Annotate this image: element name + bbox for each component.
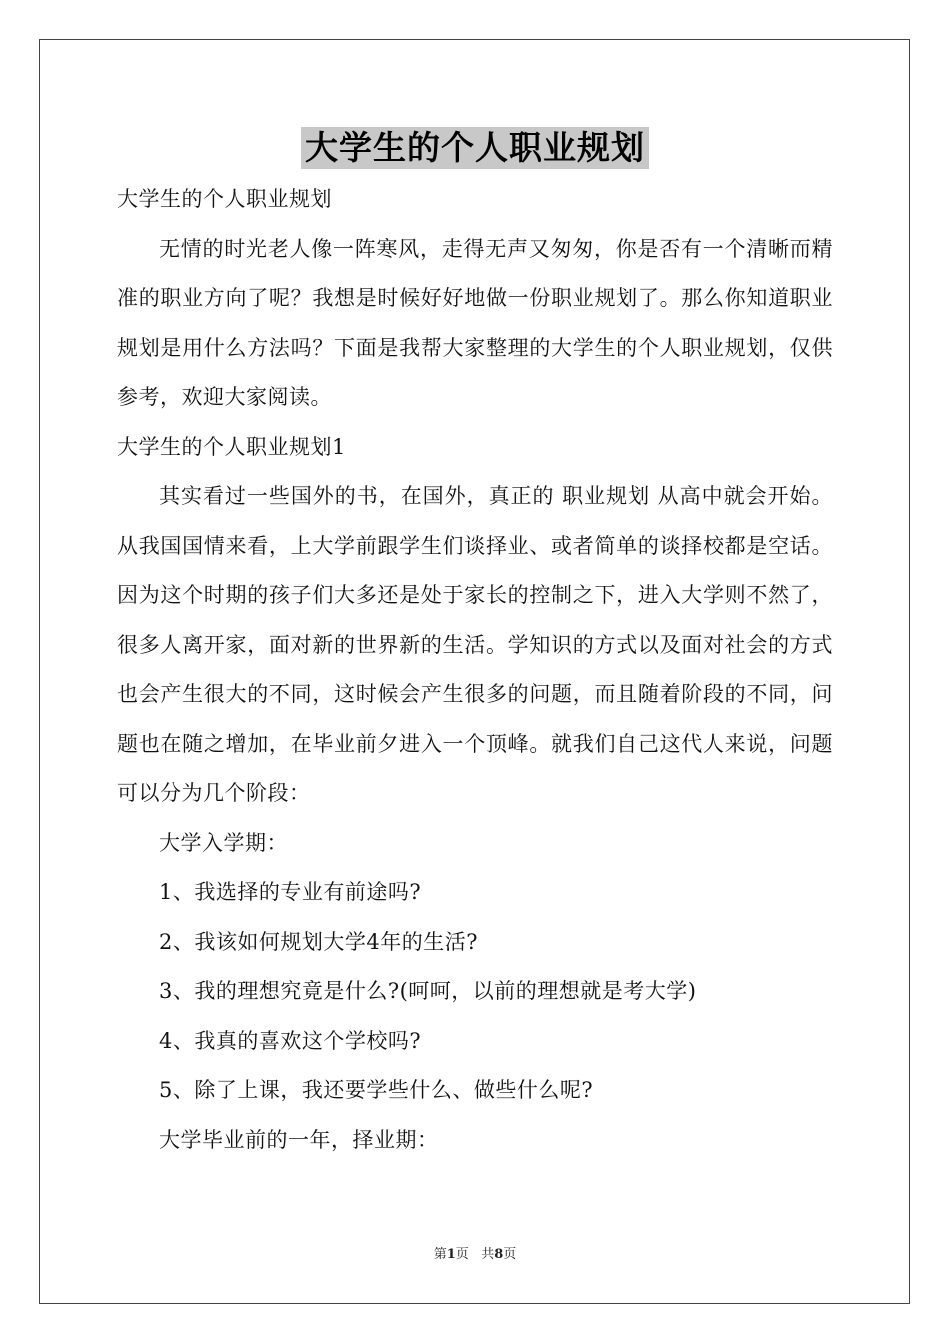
title-container <box>0 127 950 169</box>
total-unit: 页 <box>503 1247 517 1262</box>
paragraph: 大学毕业前的一年，择业期： <box>159 1127 439 1152</box>
paragraph: 2、我该如何规划大学4年的生活? <box>159 929 478 954</box>
paragraph: 其实看过一些国外的书，在国外，真正的 职业规划 从高中就会开始。从我国国情来看，上大学前跟学生们谈择业、或者简单的谈择校都是空话。因为这个时期的孩子们大多还是处于家长的控制之下，进入大学则不然了，很多人离开家，面对新的世界新的生活。学知识的方式以及面对社会的方式也会产生很大的不同，这时候会产生很多的问题，而且随着阶段的不同，问题也在随之增加，在毕业前夕进入一个顶峰。就我们自己这代人来说，问题可以分为几个阶段： <box>117 484 833 805</box>
page-current: 1 <box>446 1247 456 1262</box>
paragraph: 大学生的个人职业规划1 <box>117 434 346 459</box>
page-unit: 页 <box>455 1247 469 1262</box>
paragraph: 4、我真的喜欢这个学校吗? <box>159 1028 422 1053</box>
page-total: 8 <box>494 1247 504 1262</box>
page-prefix: 第 <box>433 1247 447 1262</box>
paragraph: 1、我选择的专业有前途吗? <box>159 880 422 904</box>
paragraph: 大学生的个人职业规划 <box>117 187 332 211</box>
document-body <box>117 175 833 1165</box>
paragraph: 大学入学期： <box>159 830 288 855</box>
paragraph: 5、除了上课，我还要学些什么、做些什么呢? <box>159 1078 594 1102</box>
page-footer <box>0 1246 950 1264</box>
document-title: 大学生的个人职业规划 <box>301 127 649 169</box>
paragraph: 3、我的理想究竟是什么?(呵呵，以前的理想就是考大学) <box>159 979 697 1003</box>
paragraph: 无情的时光老人像一阵寒风，走得无声又匆匆，你是否有一个清晰而精准的职业方向了呢？我想是时候好好地做一份职业规划了。那么你知道职业规划是用什么方法吗？下面是我帮大家整理的大学生的个人职业规划，仅供参考，欢迎大家阅读。 <box>117 236 833 409</box>
total-prefix: 共 <box>481 1247 495 1262</box>
